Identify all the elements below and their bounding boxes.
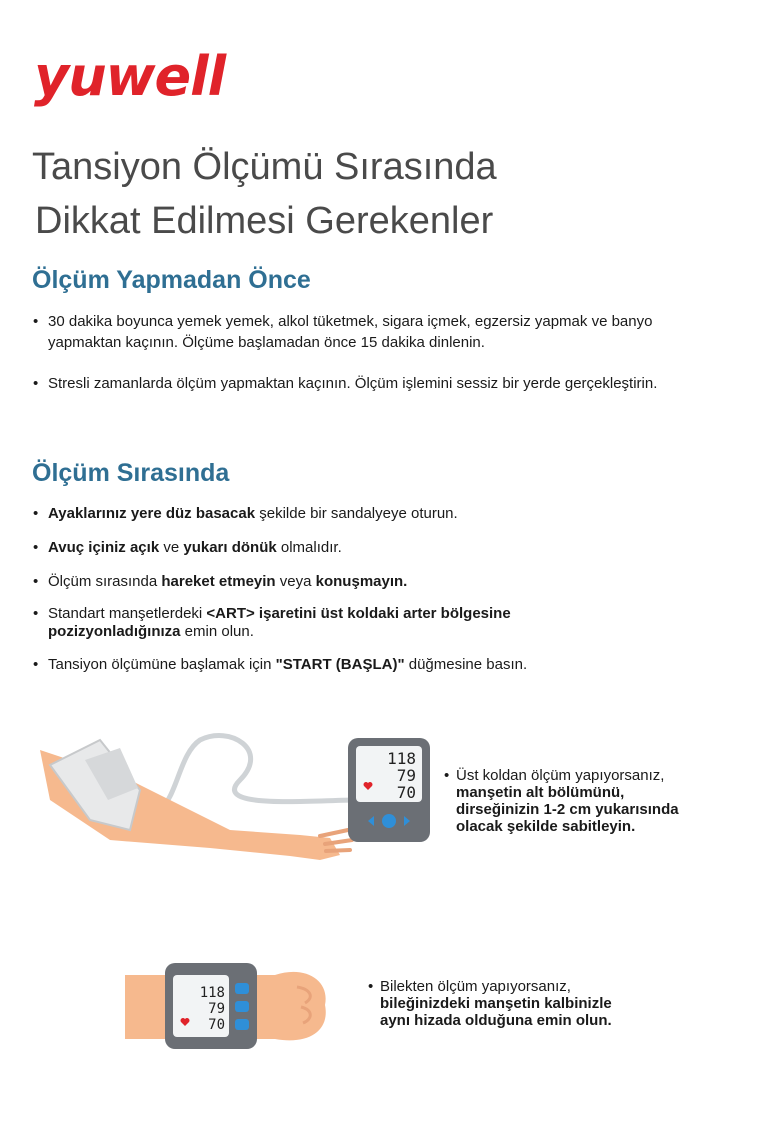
list-item: • 30 dakika boyunca yemek yemek, alkol tüketmek, sigara içmek, egzersiz yapmak ve banyo yapmaktan kaçının. Ölçüme başlamadan önce 15 dakika dinlenin.	[32, 311, 692, 353]
list-item	[32, 571, 692, 592]
text: emin olun.	[180, 623, 254, 640]
text: veya	[275, 573, 316, 590]
page-title-line1: Tansiyon Ölçümü Sırasında	[32, 146, 497, 188]
text: Üst koldan ölçüm yapıyorsanız,	[456, 767, 665, 784]
fist	[275, 972, 326, 1040]
bold-text: hareket etmeyin	[161, 573, 276, 590]
bold-text: Ayaklarınız yere düz basacak	[48, 505, 256, 522]
bold-text: dirseğinizin 1-2 cm yukarısında	[456, 801, 679, 818]
button	[235, 983, 249, 994]
text: Bilekten ölçüm yapıyorsanız,	[380, 978, 571, 995]
bold-text: aynı hizada olduğuna emin olun.	[380, 1012, 612, 1029]
pulse-value: 70	[396, 783, 416, 802]
upper-arm-monitor-illustration	[30, 720, 440, 880]
section-heading-during: Ölçüm Sırasında	[32, 459, 230, 487]
diastolic-value: 79	[396, 766, 416, 785]
text: şekilde bir sandalyeye oturun.	[255, 505, 458, 522]
upper-arm-note	[442, 767, 679, 835]
list-item	[32, 503, 692, 524]
text: Tansiyon ölçümüne başlamak için	[48, 656, 276, 673]
button	[235, 1001, 249, 1012]
systolic-value: 118	[199, 985, 225, 1001]
wrist-monitor-illustration	[125, 955, 335, 1055]
section-heading-before: Ölçüm Yapmadan Önce	[32, 266, 311, 294]
bold-text: konuşmayın.	[315, 573, 408, 590]
list-item	[32, 537, 692, 558]
pulse-value: 70	[208, 1017, 225, 1033]
wrist-note	[366, 978, 612, 1029]
text: olmalıdır.	[276, 539, 342, 556]
page-title	[32, 140, 732, 248]
text: düğmesine basın.	[404, 656, 528, 673]
bold-text: "START (BAŞLA)"	[275, 656, 405, 673]
bold-text: <ART> işaretini üst koldaki arter bölgesine pozizyonladığınıza	[48, 605, 511, 640]
bold-text: olacak şekilde sabitleyin.	[456, 818, 636, 835]
list-item	[32, 654, 692, 675]
bold-text: yukarı dönük	[183, 539, 277, 556]
diastolic-value: 79	[208, 1001, 225, 1017]
start-button	[382, 814, 396, 828]
yuwell-logo: yuwell	[34, 45, 226, 108]
bold-text: manşetin alt bölümünü,	[456, 784, 625, 801]
bold-text: bileğinizdeki manşetin kalbinizle	[380, 995, 612, 1012]
button	[235, 1019, 249, 1030]
during-list	[32, 503, 692, 675]
text: Ölçüm sırasında	[48, 573, 162, 590]
systolic-value: 118	[387, 749, 416, 768]
list-item: • Stresli zamanlarda ölçüm yapmaktan kaçının. Ölçüm işlemini sessiz bir yerde gerçekleştirin.	[32, 373, 692, 394]
bold-text: Avuç içiniz açık	[48, 539, 160, 556]
text: ve	[159, 539, 184, 556]
page-title-line2: Dikkat Edilmesi Gerekenler	[35, 200, 494, 242]
before-list	[32, 311, 692, 394]
text: Standart manşetlerdeki	[48, 605, 207, 622]
list-item	[32, 605, 608, 641]
